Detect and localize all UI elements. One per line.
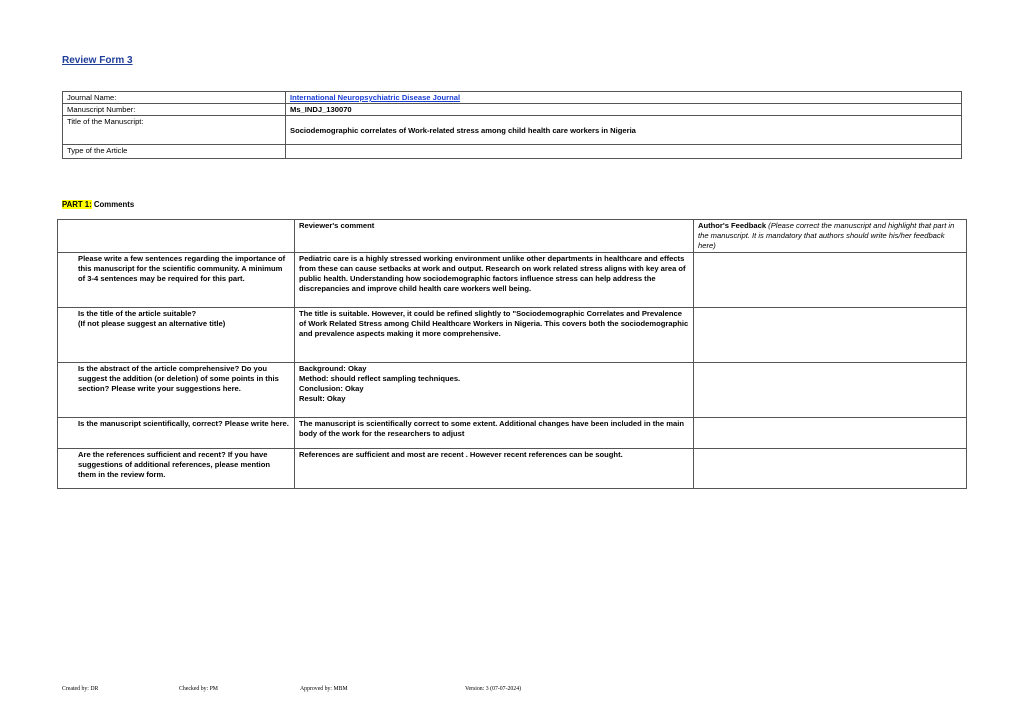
header-reviewer-comment: Reviewer's comment [295,220,694,253]
author-feedback-instructions: (Please correct the manuscript and highlight that part in the manuscript. It is mandatory that authors should write his/her feedback here) [698,221,955,250]
author-feedback-cell[interactable] [694,449,967,489]
author-feedback-cell[interactable] [694,363,967,418]
journal-name-link[interactable]: International Neuropsychiatric Disease Journal [290,93,461,102]
reviewer-comment-cell: Background: Okay Method: should reflect sampling techniques. Conclusion: Okay Result: Okay [295,363,694,418]
manuscript-title-label: Title of the Manuscript: [63,116,286,145]
journal-name-cell [286,92,962,104]
author-feedback-cell[interactable] [694,253,967,308]
manuscript-title-value: Sociodemographic correlates of Work-related stress among child health care workers in Nigeria [286,116,962,145]
form-title: Review Form 3 [62,55,133,66]
question-cell: Please write a few sentences regarding the importance of this manuscript for the scientific community. A minimum of 3-4 sentences may be required for this part. [58,253,295,308]
part-title: Comments [91,200,135,209]
author-feedback-cell[interactable] [694,308,967,363]
manuscript-number-value: Ms_INDJ_130070 [286,104,962,116]
table-row [58,308,967,363]
question-cell: Is the title of the article suitable? (If not please suggest an alternative title) [58,308,295,363]
table-row [58,449,967,489]
header-question-cell [58,220,295,253]
article-type-label: Type of the Article [63,145,286,159]
table-row [58,253,967,308]
footer-approved-by: Approved by: MBM [300,686,348,692]
reviewer-comment-cell: The manuscript is scientifically correct to some extent. Additional changes have been included in the main body of the work for the researchers to adjust [295,418,694,449]
footer-version: Version: 3 (07-07-2024) [465,686,522,692]
article-type-value [286,145,962,159]
author-feedback-cell[interactable] [694,418,967,449]
table-row [58,418,967,449]
manuscript-number-label: Manuscript Number: [63,104,286,116]
comments-header-row [58,220,967,253]
footer-checked-by: Checked by: PM [179,686,218,692]
reviewer-comment-cell: References are sufficient and most are recent . However recent references can be sought. [295,449,694,489]
comments-table [57,219,967,489]
table-row [58,363,967,418]
part-label: PART 1: [62,200,92,209]
manuscript-info-table [62,91,962,159]
journal-name-label: Journal Name: [63,92,286,104]
author-feedback-label: Author's Feedback [698,221,767,230]
footer-created-by: Created by: DR [62,686,99,692]
reviewer-comment-cell: Pediatric care is a highly stressed working environment unlike other departments in healthcare and effects from these can cause setbacks at work and output. Research on work related stress aligns with key area of public health. Understanding how sociodemographic factors influence stress can help address the discrepancies and improve child health care workers well being. [295,253,694,308]
header-author-feedback [694,220,967,253]
part-heading [62,200,134,209]
question-cell: Are the references sufficient and recent? If you have suggestions of additional references, please mention them in the review form. [58,449,295,489]
question-cell: Is the manuscript scientifically, correct? Please write here. [58,418,295,449]
question-cell: Is the abstract of the article comprehensive? Do you suggest the addition (or deletion) of some points in this section? Please write your suggestions here. [58,363,295,418]
reviewer-comment-cell: The title is suitable. However, it could be refined slightly to "Sociodemographic Correlates and Prevalence of Work Related Stress among Child Healthcare Workers in Nigeria. This covers both the sociodemographic and prevalence aspects making it more comprehensive. [295,308,694,363]
